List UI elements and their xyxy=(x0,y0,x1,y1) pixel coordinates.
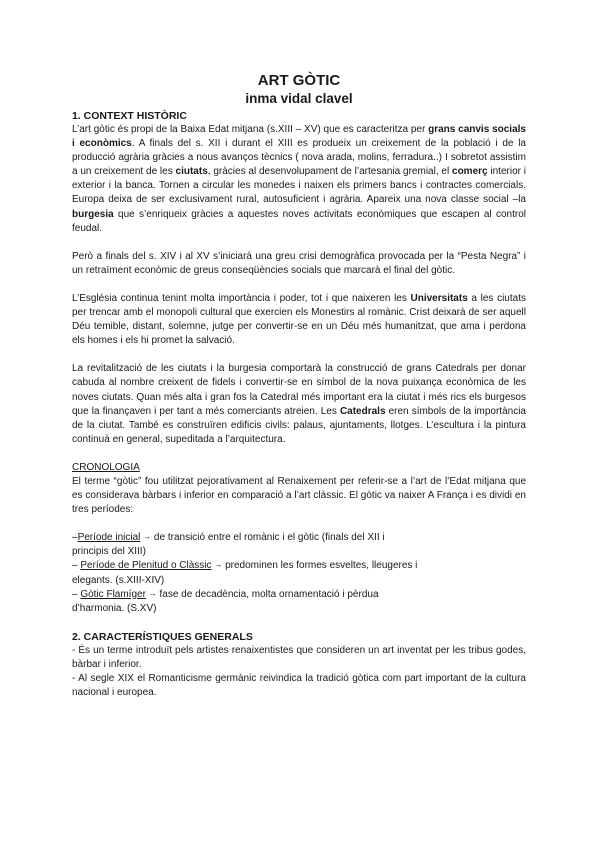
bold-term-ciutats: ciutats xyxy=(175,166,208,178)
arrow-right-icon: → xyxy=(214,560,223,570)
section-heading-caracteristiques: 2. CARACTERÍSTIQUES GENERALS xyxy=(72,630,253,643)
period-item xyxy=(72,531,526,559)
period-name: Període de Plenitud o Clàssic xyxy=(80,560,212,572)
paragraph-context-4 xyxy=(72,362,526,447)
text-run: interior i exterior i la banca. Tornen a circular les monedes i naixen els primers bancs i contractes comercials. Europa deixa de ser exclusivament rural, autosuficient i agrària. Apareix una nova classe social –la xyxy=(72,166,526,206)
list-item: - És un terme introduït pels artistes renaixentistes que consideren un art inventat per les tribus godes, bàrbar i inferior. xyxy=(72,644,526,670)
text-run: . A finals del s. XII i durant el XIII es produeix un creixement de la població i de la producció agrària gràcies a nous avanços tècnics ( nova arada, molins, ferradura..) I sobretot assistim a un creixement de les xyxy=(72,138,526,178)
period-item xyxy=(72,588,526,616)
paragraph-context-3 xyxy=(72,292,526,348)
period-name: Gòtic Flamíger xyxy=(80,588,146,600)
text-run: que s’enriqueix gràcies a aquestes noves activitats econòmiques que escapen al control feudal. xyxy=(72,208,526,234)
text-run: L’Església continua tenint molta importància i poder, tot i que naixeren les xyxy=(72,292,411,304)
text-run: La revitalització de les ciutats i la burgesia comportarà la construcció de grans Catedrals per donar cabuda al nombre creixent de fidels i convertir-se en símbol de la nova puixança econòmica de les noves ciutats. Quan més alta i gran fos la Catedral més important era la ciutat i més rics els burgesos que la finançaven i per tant a més comerciants atreien. Les xyxy=(72,363,526,417)
paragraph-cronologia-intro: El terme “gòtic” fou utilitzat pejorativament al Renaixement per referir-se a l’art de l’Edat mitjana que es considerava bàrbars i inferior en comparació a l’art clàssic. El gòtic va naixer A França i es dividi en tres períodes: xyxy=(72,475,526,516)
paragraph-context-2: Però a finals del s. XIV i al XV s’iniciarà una greu crisi demogràfica provocada per la “Pesta Negra” i un retraïment econòmic de greus conseqüències socials que marcarà el final del gòtic. xyxy=(72,250,526,276)
period-item xyxy=(72,559,526,587)
text-run: L’art gòtic és propi de la Baixa Edat mitjana (s.XIII – XV) que es caracteritza per xyxy=(72,124,429,135)
text-run: eren símbols de la importància de la ciutat. També es construïren edificis civils: palaus, ajuntaments, llotges. L’escultura i la pintura continuà en general, supeditada a l’arquitectura. xyxy=(72,405,526,445)
list-dash: – xyxy=(72,588,81,600)
bold-term-burgesia: burgesia xyxy=(72,208,114,220)
list-dash: – xyxy=(72,532,78,544)
bold-term-catedrals: Catedrals xyxy=(339,405,386,417)
period-desc-cont: principis del XIII) xyxy=(72,546,146,558)
paragraph-context-1 xyxy=(72,123,526,236)
document-title: ART GÒTIC xyxy=(257,72,341,89)
bold-term-universitats: Universitats xyxy=(410,292,468,304)
list-dash: – xyxy=(72,560,81,572)
period-desc-cont: d’harmonia. (S.XV) xyxy=(72,602,157,614)
period-desc: fase de decadència, molta ornamentació i pèrdua xyxy=(156,588,379,600)
arrow-right-icon: → xyxy=(148,588,157,598)
list-item: - Al segle XIX el Romanticisme germànic reivindica la tradició gòtica com part important de la cultura nacional i europea. xyxy=(72,673,526,699)
text-run: a les ciutats per trencar amb el monopoli cultural que exercien els Monestirs al romànic. Crist deixarà de ser aquell Déu temible, distant, solemne, jutge per convertir-se en un Déu més humanitzat, que ama i perdona els homes i els hi promet la salvació. xyxy=(72,292,526,347)
document-page xyxy=(72,72,526,700)
period-desc: predominen les formes esveltes, lleugeres i xyxy=(222,560,418,572)
text-run: , gràcies al desenvolupament de l’artesania gremial, el xyxy=(207,166,453,178)
section-heading-cronologia: CRONOLOGIA xyxy=(72,461,140,473)
arrow-right-icon: → xyxy=(143,532,152,542)
document-author: inma vidal clavel xyxy=(245,91,353,106)
bold-term-grans-canvis: grans canvis socials i econòmics xyxy=(72,124,526,150)
period-desc: de transició entre el romànic i el gòtic (finals del XII i xyxy=(151,532,385,544)
section-heading-context: 1. CONTEXT HISTÒRIC xyxy=(72,110,187,122)
bold-term-comerc: comerç xyxy=(452,166,488,178)
period-name: Període inicial xyxy=(77,532,141,544)
period-desc-cont: elegants. (s.XIII-XIV) xyxy=(72,574,165,586)
